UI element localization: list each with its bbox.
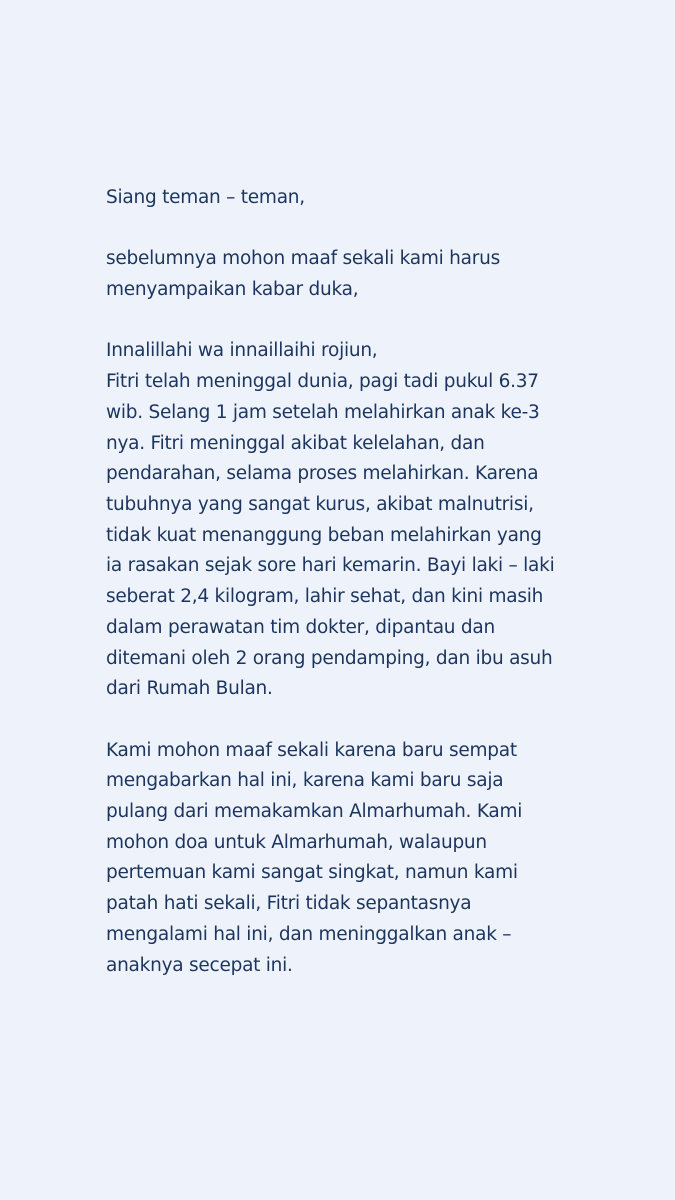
text-line: Innalillahi wa innaillaihi rojiun,: [106, 340, 378, 362]
opening-paragraph: [106, 244, 576, 305]
text-line: mohon doa untuk Almarhumah, walaupun: [106, 831, 487, 853]
text-line: mengabarkan hal ini, karena kami baru saja: [106, 770, 504, 792]
text-line: pulang dari memakamkan Almarhumah. Kami: [106, 801, 523, 823]
text-line: wib. Selang 1 jam setelah melahirkan anak ke-3: [106, 401, 540, 423]
announcement-paragraph: [106, 336, 576, 704]
text-line: mengalami hal ini, dan meninggalkan anak –: [106, 923, 512, 945]
text-line: pertemuan kami sangat singkat, namun kami: [106, 862, 518, 884]
text-line: sebelumnya mohon maaf sekali kami harus: [106, 248, 500, 270]
text-line: tidak kuat menanggung beban melahirkan yang: [106, 524, 542, 546]
text-line: anaknya secepat ini.: [106, 954, 293, 976]
text-line: menyampaikan kabar duka,: [106, 279, 359, 301]
text-line: pendarahan, selama proses melahirkan. Karena: [106, 463, 539, 485]
closing-paragraph: [106, 736, 576, 982]
text-line: Siang teman – teman,: [106, 187, 305, 208]
text-line: dalam perawatan tim dokter, dipantau dan: [106, 616, 495, 638]
text-line: seberat 2,4 kilogram, lahir sehat, dan kini masih: [106, 586, 544, 608]
text-line: tubuhnya yang sangat kurus, akibat malnutrisi,: [106, 494, 534, 515]
condolence-message: [106, 183, 576, 1012]
text-line: Kami mohon maaf sekali karena baru sempat: [106, 739, 517, 761]
text-line: Fitri telah meninggal dunia, pagi tadi pukul 6.37: [106, 371, 539, 393]
text-line: ditemani oleh 2 orang pendamping, dan ibu asuh: [106, 647, 553, 669]
text-line: nya. Fitri meninggal akibat kelelahan, dan: [106, 432, 485, 454]
text-line: ia rasakan sejak sore hari kemarin. Bayi laki – laki: [106, 555, 555, 577]
text-line: dari Rumah Bulan.: [106, 678, 273, 700]
greeting-paragraph: [106, 183, 576, 214]
text-line: patah hati sekali, Fitri tidak sepantasnya: [106, 893, 472, 915]
